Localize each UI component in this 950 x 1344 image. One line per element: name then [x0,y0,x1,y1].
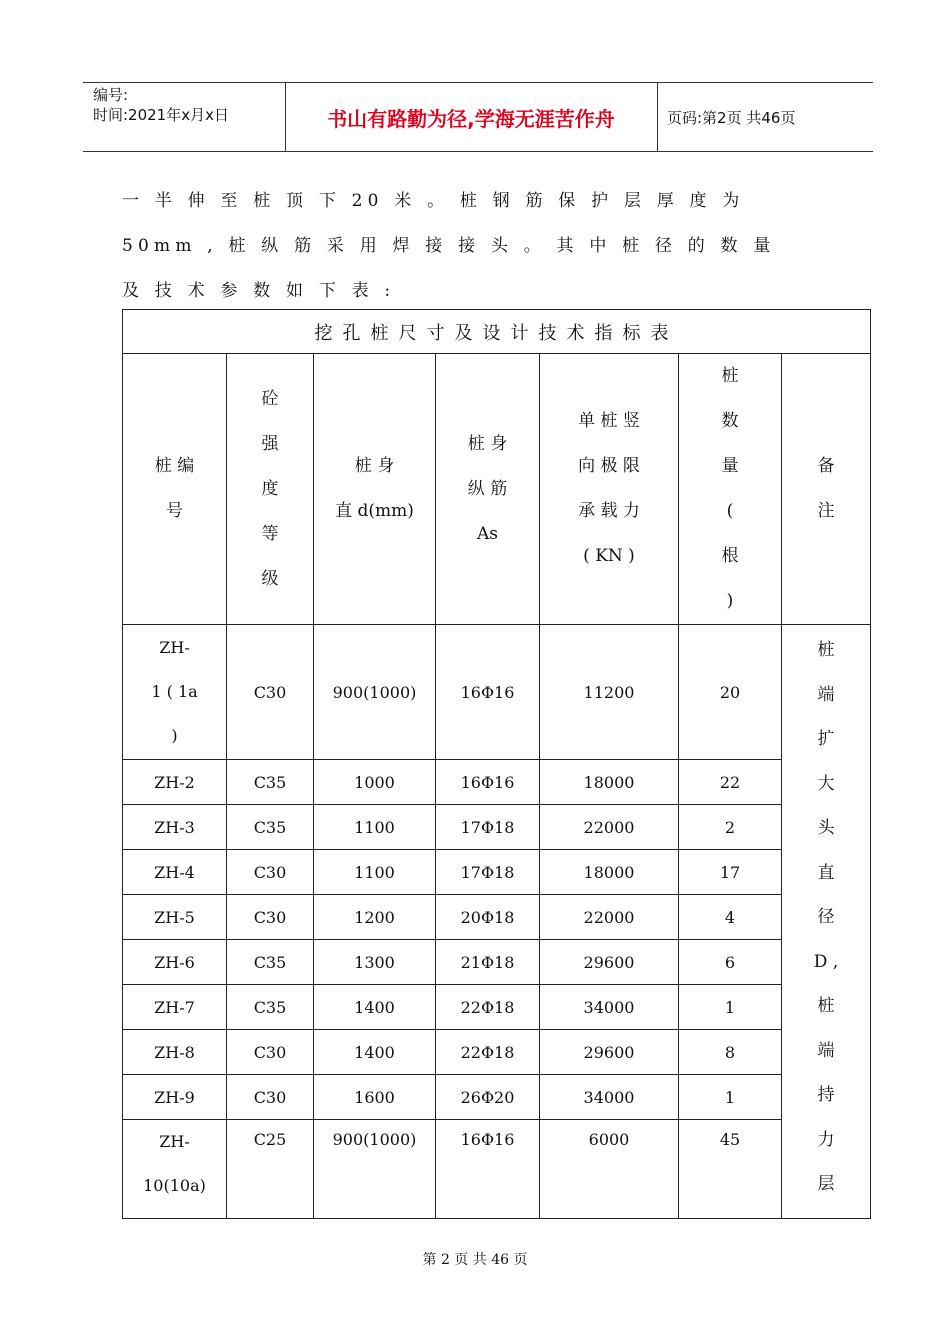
cell-capacity: 6000 [540,1120,679,1219]
cell-grade: C30 [227,1030,314,1075]
header-diameter: 桩 身 直 d(mm) [314,354,436,625]
table-row [123,625,871,760]
cell-rebar: 21Φ18 [436,940,540,985]
cell-diameter: 1600 [314,1075,436,1120]
header-motto: 书山有路勤为径,学海无涯苦作舟 [327,106,615,131]
cell-count: 4 [679,895,782,940]
cell-diameter: 1200 [314,895,436,940]
cell-count: 22 [679,760,782,805]
cell-count: 6 [679,940,782,985]
table-row [123,850,871,895]
cell-note: 桩 端 扩 大 头 直 径 D , 桩 端 持 力 层 [782,625,871,1219]
cell-rebar: 16Φ16 [436,760,540,805]
cell-capacity: 18000 [540,850,679,895]
cell-diameter: 1300 [314,940,436,985]
cell-rebar: 26Φ20 [436,1075,540,1120]
page-footer: 第 2 页 共 46 页 [422,1252,528,1268]
cell-capacity: 29600 [540,940,679,985]
cell-grade: C35 [227,940,314,985]
header-concrete-grade: 砼 强 度 等 级 [227,354,314,625]
cell-pile-id: ZH- 10(10a) [123,1120,227,1219]
cell-rebar: 16Φ16 [436,625,540,760]
cell-pile-id: ZH-3 [123,805,227,850]
table-row [123,1120,871,1219]
cell-rebar: 20Φ18 [436,895,540,940]
cell-grade: C35 [227,985,314,1030]
table-row [123,940,871,985]
cell-capacity: 29600 [540,1030,679,1075]
cell-pile-id: ZH-9 [123,1075,227,1120]
cell-capacity: 34000 [540,1075,679,1120]
cell-capacity: 22000 [540,895,679,940]
cell-rebar: 16Φ16 [436,1120,540,1219]
cell-diameter: 1400 [314,985,436,1030]
header-pile-id: 桩 编 号 [123,354,227,625]
cell-grade: C30 [227,850,314,895]
cell-pile-id: ZH-6 [123,940,227,985]
cell-rebar: 17Φ18 [436,850,540,895]
cell-capacity: 11200 [540,625,679,760]
header-page-label: 页码:第2页 共46页 [667,108,796,127]
table-header-row [123,354,871,625]
document-header [83,82,873,152]
pile-spec-table [122,309,871,1219]
table-row [123,895,871,940]
cell-pile-id: ZH-5 [123,895,227,940]
cell-pile-id: ZH-2 [123,760,227,805]
cell-grade: C35 [227,805,314,850]
header-divider [657,83,658,151]
number-label: 编号: [93,86,129,104]
header-capacity: 单 桩 竖 向 极 限 承 载 力 ( KN ) [540,354,679,625]
cell-diameter: 1100 [314,850,436,895]
header-count: 桩 数 量 ( 根 ) [679,354,782,625]
header-note: 备 注 [782,354,871,625]
cell-count: 2 [679,805,782,850]
table-title: 挖孔桩尺寸及设计技术指标表 [123,310,871,354]
cell-count: 8 [679,1030,782,1075]
table-row [123,1030,871,1075]
cell-capacity: 18000 [540,760,679,805]
cell-diameter: 900(1000) [314,1120,436,1219]
cell-grade: C25 [227,1120,314,1219]
cell-grade: C30 [227,895,314,940]
cell-count: 1 [679,1075,782,1120]
cell-pile-id: ZH-7 [123,985,227,1030]
cell-rebar: 17Φ18 [436,805,540,850]
cell-count: 1 [679,985,782,1030]
header-rebar: 桩 身 纵 筋 As [436,354,540,625]
cell-rebar: 22Φ18 [436,985,540,1030]
cell-diameter: 900(1000) [314,625,436,760]
cell-pile-id: ZH-8 [123,1030,227,1075]
cell-diameter: 1000 [314,760,436,805]
paragraph-line: 及 技 术 参 数 如 下 表 : [122,281,396,301]
paragraph-line: 50mm , 桩 纵 筋 采 用 焊 接 接 头 。 其 中 桩 径 的 数 量 [122,236,776,256]
time-label: 时间:2021年x月x日 [93,106,229,124]
cell-diameter: 1400 [314,1030,436,1075]
cell-grade: C30 [227,1075,314,1120]
cell-capacity: 34000 [540,985,679,1030]
cell-grade: C35 [227,760,314,805]
table-row [123,1075,871,1120]
cell-pile-id: ZH- 1 ( 1a ) [123,625,227,760]
table-row [123,985,871,1030]
table-row [123,805,871,850]
cell-count: 17 [679,850,782,895]
paragraph-line: 一 半 伸 至 桩 顶 下 20 米 。 桩 钢 筋 保 护 层 厚 度 为 [122,191,745,211]
cell-capacity: 22000 [540,805,679,850]
header-meta [93,85,229,125]
cell-grade: C30 [227,625,314,760]
cell-diameter: 1100 [314,805,436,850]
cell-pile-id: ZH-4 [123,850,227,895]
cell-rebar: 22Φ18 [436,1030,540,1075]
table-row [123,760,871,805]
cell-count: 20 [679,625,782,760]
cell-count: 45 [679,1120,782,1219]
